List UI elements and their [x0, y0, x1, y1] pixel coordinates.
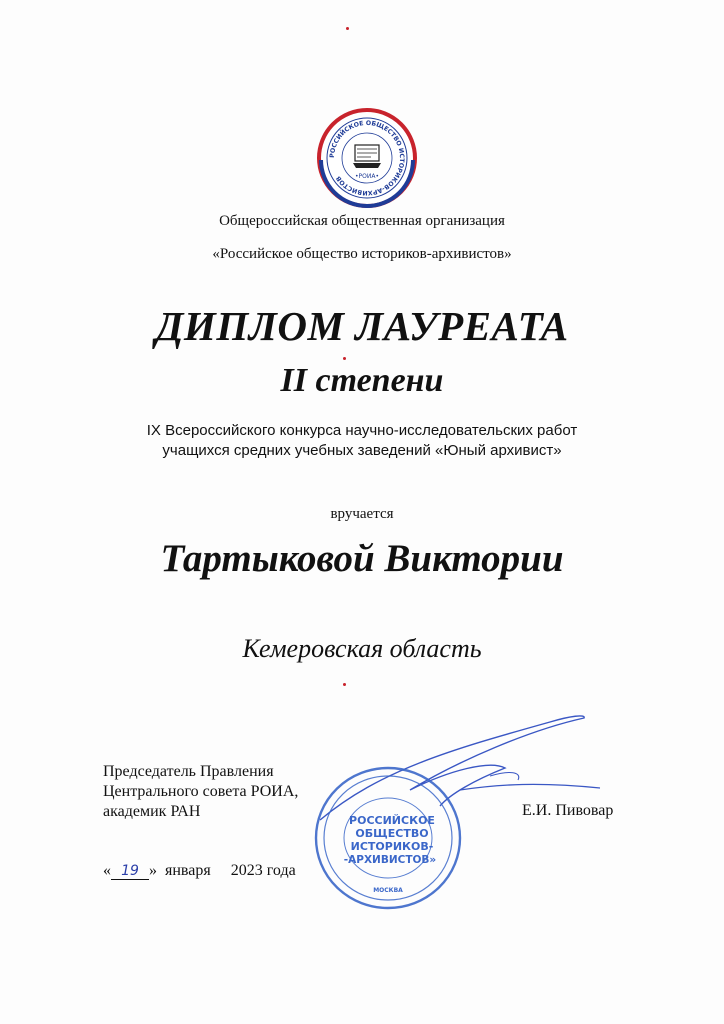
- chair-line-1: Председатель Правления: [103, 763, 274, 780]
- logo-ring-text: РОССИЙСКОЕ ОБЩЕСТВО ИСТОРИКОВ-АРХИВИСТОВ: [328, 119, 406, 197]
- chair-block: [103, 762, 298, 822]
- chair-line-3: академик РАН: [103, 803, 201, 820]
- date-month: января: [165, 862, 211, 879]
- stamp-line-3: ИСТОРИКОВ-: [350, 840, 434, 853]
- contest-line-2: учащихся средних учебных заведений «Юный архивист»: [162, 442, 562, 459]
- diploma-degree: II степени: [280, 362, 444, 399]
- org-line-1: Общероссийская общественная организация: [219, 213, 505, 229]
- recipient-name: Тартыковой Виктории: [160, 537, 564, 580]
- contest-line-1: IX Всероссийского конкурса научно-исследовательских работ: [146, 422, 578, 439]
- diploma-title: ДИПЛОМ ЛАУРЕАТА: [155, 303, 569, 349]
- date-quote-open: «: [103, 862, 111, 879]
- red-dot: [343, 357, 346, 360]
- stamp-line-4: -АРХИВИСТОВ»: [343, 854, 437, 866]
- date-year: 2023 года: [230, 862, 296, 879]
- stamp-line-2: ОБЩЕСТВО: [355, 827, 429, 840]
- official-stamp: [312, 764, 464, 912]
- red-dot: [346, 27, 349, 30]
- stamp-line-1: РОССИЙСКОЕ: [349, 814, 435, 827]
- issue-date: [103, 862, 296, 880]
- chair-line-2: Центрального совета РОИА,: [103, 783, 299, 800]
- date-quote-close: »: [149, 862, 157, 879]
- logo-abbr: •РОИА•: [354, 173, 380, 180]
- org-line-2: «Российское общество историков-архивистов»: [212, 246, 512, 262]
- awarded-label: вручается: [330, 506, 394, 522]
- recipient-region: Кемеровская область: [242, 634, 482, 663]
- stamp-bottom: МОСКВА: [373, 887, 403, 894]
- red-dot: [343, 683, 346, 686]
- signer-name: Е.И. Пивовар: [522, 802, 614, 819]
- date-day: 19: [111, 863, 149, 880]
- roia-logo: [317, 108, 417, 208]
